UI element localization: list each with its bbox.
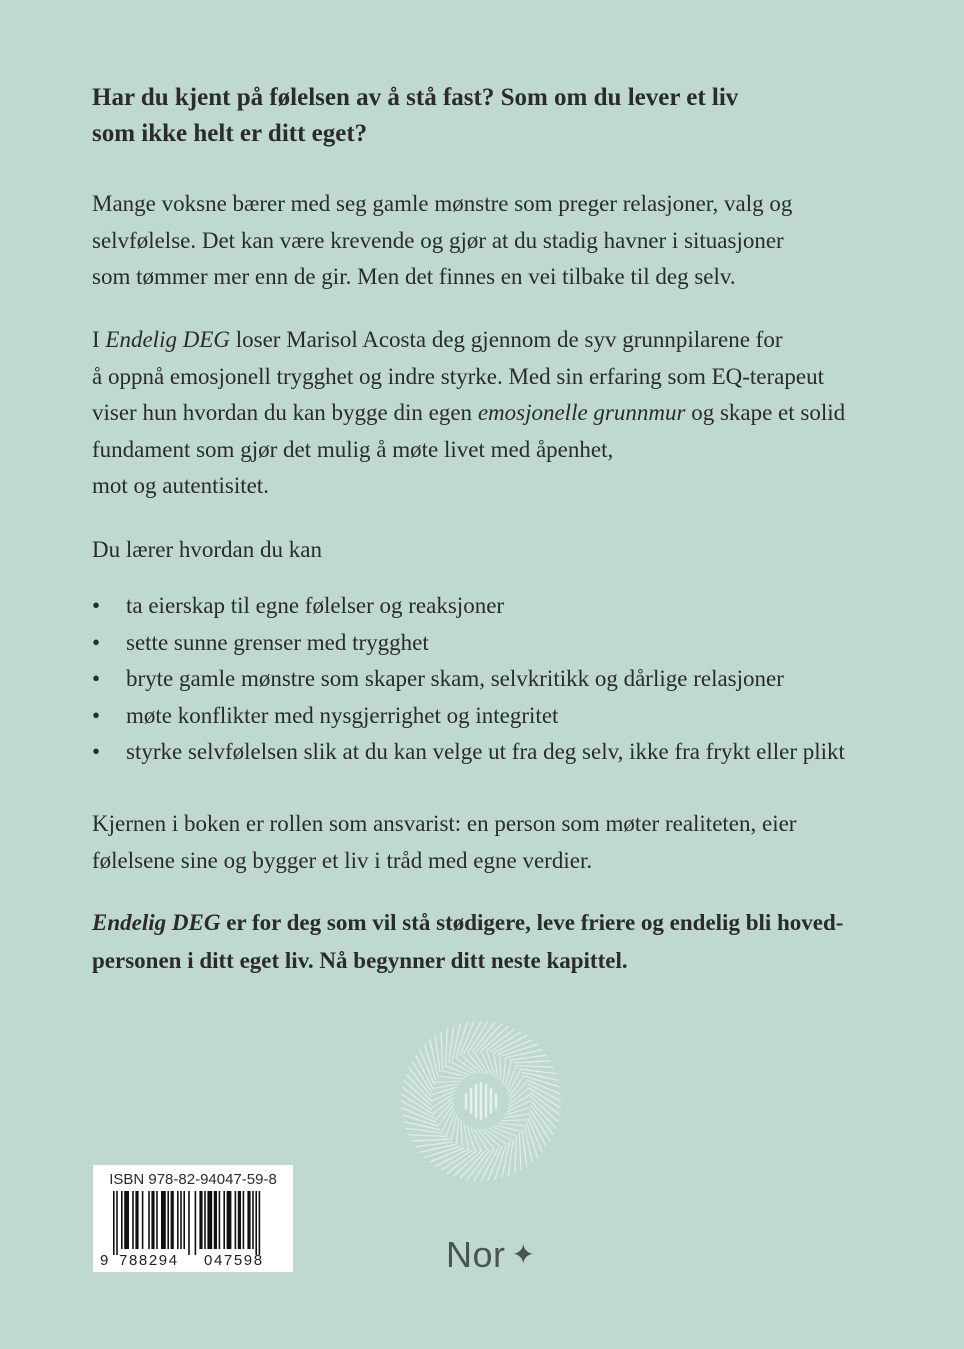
barcode-bar [113, 1191, 115, 1255]
logo-stroke [501, 1120, 528, 1121]
barcode-bar [151, 1191, 154, 1249]
bullet-icon: • [92, 629, 101, 655]
list-item [92, 588, 932, 625]
publisher-name: Nor [446, 1234, 506, 1275]
text-span: I [92, 327, 106, 352]
barcode-bar [167, 1191, 169, 1249]
list-item [92, 734, 932, 771]
paragraph-line [92, 904, 912, 942]
barcode-bar [227, 1191, 232, 1249]
barcode-bar [259, 1191, 261, 1255]
isbn-label: ISBN 978-82-94047-59-8 [109, 1171, 277, 1188]
paragraph-description [92, 322, 912, 505]
barcode-bar [195, 1191, 197, 1255]
barcode-bar [180, 1191, 182, 1249]
logo-stroke [456, 1118, 458, 1144]
barcode-bar [188, 1191, 190, 1255]
barcode-bar [161, 1191, 166, 1249]
text-span: viser hun hvordan du kan bygge din egen [92, 400, 478, 425]
radial-swirl-logo-icon [398, 1018, 564, 1184]
logo-stroke [408, 1135, 445, 1137]
book-title: Endelig DEG [105, 327, 230, 352]
list-intro: Du lærer hvordan du kan [92, 537, 322, 562]
list-item-text: møte konflikter med nysgjerrighet og integritet [126, 702, 559, 728]
logo-stroke [461, 1121, 462, 1148]
headline-line-1: Har du kjent på følelsen av å stå fast? Som om du lever et liv [92, 84, 739, 111]
logo-stroke [409, 1067, 432, 1097]
logo-stroke [485, 1029, 515, 1052]
logo-stroke [531, 1105, 554, 1135]
paragraph-closing [92, 904, 912, 980]
barcode [93, 1165, 293, 1272]
barcode-digit-first: 9 [100, 1252, 109, 1269]
barcode-bar [214, 1191, 217, 1249]
headline-line-2: som ikke helt er ditt eget? [92, 120, 368, 147]
logo-stroke [412, 1139, 449, 1141]
logo-bar [470, 1088, 472, 1114]
barcode-bar [235, 1191, 237, 1249]
logo-stroke [505, 1061, 511, 1087]
logo-bar [475, 1084, 477, 1118]
paragraph-intro [92, 186, 912, 296]
list-item [92, 625, 932, 662]
paragraph-line: fundament som gjør det mulig å møte livet med åpenhet, [92, 436, 614, 462]
paragraph-line: selvfølelse. Det kan være krevende og gjør at du stadig havner i situasjoner [92, 227, 784, 253]
barcode-bar [207, 1191, 212, 1249]
list-item [92, 661, 932, 698]
list-item-text: sette sunne grenser med trygghet [126, 629, 429, 655]
barcode-bar [121, 1191, 123, 1249]
barcode-digits-right: 047598 [204, 1252, 264, 1269]
bullet-icon: • [92, 702, 101, 728]
barcode-bar-group [113, 1191, 260, 1255]
text-span: og skape et solid [685, 400, 846, 425]
barcode-bar [135, 1191, 138, 1249]
barcode-bar [148, 1191, 150, 1249]
logo-stroke [519, 1133, 521, 1170]
barcode-bar [199, 1191, 202, 1249]
barcode-bar [243, 1191, 245, 1249]
paragraph-line: personen i ditt eget liv. Nå begynner ditt neste kapittel. [92, 948, 628, 973]
text-span: er for deg som vil stå stødigere, leve friere og endelig bli hoved- [220, 910, 844, 935]
barcode-bar [223, 1191, 225, 1249]
barcode-bar [171, 1191, 174, 1249]
list-item-text: ta eierskap til egne følelser og reaksjoner [126, 593, 505, 618]
barcode-bar [219, 1191, 221, 1249]
barcode-bar [255, 1191, 257, 1255]
barcode-bar [204, 1191, 206, 1249]
paragraph-line [92, 322, 912, 359]
barcode-bar [156, 1191, 158, 1249]
logo-stroke [516, 1066, 553, 1068]
logo-stroke [503, 1058, 505, 1084]
logo-stroke [498, 1123, 524, 1125]
barcode-digits-left: 788294 [119, 1252, 179, 1269]
barcode-bar [183, 1191, 185, 1249]
logo-stroke [515, 1136, 517, 1173]
book-title: Endelig DEG [92, 910, 221, 935]
paragraph-line: som tømmer mer enn de gir. Men det finnes en vei tilbake til deg selv. [92, 264, 736, 289]
logo-stroke [435, 1081, 462, 1082]
emphasis: emosjonelle grunnmur [477, 400, 686, 425]
bullet-icon: • [92, 666, 101, 691]
paragraph-line: Mange voksne bærer med seg gamle mønstre som preger relasjoner, valg og [92, 191, 793, 216]
paragraph-line: Kjernen i boken er rollen som ansvarist: en person som møter realiteten, eier [92, 811, 797, 836]
barcode-bar [142, 1191, 144, 1249]
barcode-bar [132, 1191, 134, 1249]
logo-bar [495, 1093, 497, 1109]
logo-stroke [467, 1150, 490, 1180]
barcode-bar [238, 1191, 241, 1249]
barcode-bar [177, 1191, 179, 1249]
logo-bar [485, 1084, 487, 1118]
barcode-bar [252, 1191, 254, 1249]
publisher-logo [446, 1234, 535, 1276]
bullet-icon: • [92, 739, 101, 764]
list-item-text: styrke selvfølelsen slik at du kan velge ut fra deg selv, ikke fra frykt eller plikt [126, 739, 845, 764]
logo-stroke [438, 1076, 464, 1078]
paragraph-line: mot og autentisitet. [92, 473, 269, 498]
paragraph-line [92, 395, 912, 432]
logo-stroke [513, 1061, 550, 1063]
paragraph-core [92, 806, 912, 879]
logo-stroke [447, 1151, 477, 1174]
barcode-bar [124, 1191, 129, 1249]
logo-stroke [451, 1115, 457, 1141]
logo-bar [490, 1088, 492, 1114]
barcode-bar [116, 1191, 118, 1255]
headline [92, 80, 912, 152]
logo-stroke [402, 1087, 432, 1110]
star-icon: ✦ [511, 1239, 536, 1270]
logo-stroke [441, 1071, 467, 1077]
paragraph-line: følelsene sine og bygger et liv i tråd med egne verdier. [92, 847, 593, 873]
list-item [92, 698, 932, 735]
logo-bar [480, 1082, 482, 1120]
text-span: loser Marisol Acosta deg gjennom de syv grunnpilarene for [229, 327, 783, 352]
logo-stroke [495, 1125, 521, 1131]
logo-stroke [446, 1028, 448, 1065]
logo-stroke [500, 1055, 501, 1082]
barcode-bar [247, 1191, 250, 1249]
list-item-text: bryte gamle mønstre som skaper skam, selvkritikk og dårlige relasjoner [126, 666, 784, 691]
barcode-bars [93, 1165, 293, 1272]
paragraph-line: å oppnå emosjonell trygghet og indre styrke. Med sin erfaring som EQ-terapeut [92, 363, 824, 389]
logo-stroke [472, 1022, 495, 1052]
logo-stroke [530, 1092, 560, 1115]
benefit-list [92, 588, 932, 771]
bullet-icon: • [92, 593, 101, 618]
logo-stroke [441, 1032, 443, 1069]
logo-bar [465, 1093, 467, 1109]
